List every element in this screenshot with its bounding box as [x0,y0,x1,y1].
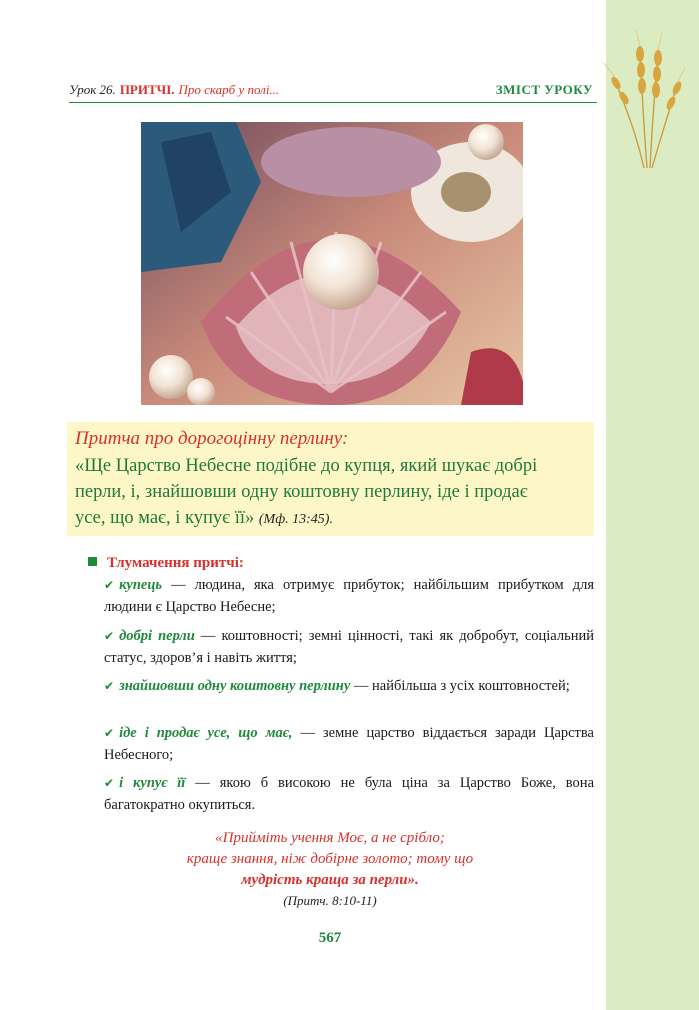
parable-line-3 [75,508,333,529]
explanation-text: — земне царство віддається заради Царства Небесного; [104,725,594,763]
pearl-shell-photo [141,122,523,405]
parable-quote-box [67,422,594,536]
explanation-heading [88,555,244,572]
epigraph-line-3: мудрість краща за перли». [241,872,419,888]
parable-line-1: «Ще Царство Небесне подібне до купця, який шукає добрі [75,456,538,476]
explanation-text: — найбільша з усіх коштовностей; [350,678,570,694]
epigraph-line-1: «Прийміть учення Моє, а не срібло; [215,830,445,846]
explanation-item [104,675,594,697]
parable-title: Притча про дорогоцінну перлину: [75,428,349,449]
epigraph-reference: (Притч. 8:10-11) [283,893,377,908]
lesson-number: Урок 26. [69,82,116,97]
explanation-heading-text: Тлумачення притчі: [107,555,244,571]
explanation-text: — коштовності; земні цінності, такі як добробут, соціальний статус, здоров’я і навіть життя; [104,628,594,666]
explanation-term: і купує її [119,775,186,791]
check-icon: ✔ [104,726,115,740]
explanation-text: — людина, яка отримує прибуток; найбільшим прибутком для людини є Царство Небесне; [104,577,594,615]
lesson-content-label: ЗМІСТ УРОКУ [495,82,593,97]
check-icon: ✔ [104,776,115,790]
check-icon: ✔ [104,679,115,693]
square-bullet-icon [88,557,97,566]
explanation-term: добрі перли [119,628,195,644]
explanation-term: купець [119,577,163,593]
parable-line-3-text: усе, що має, і купує її» [75,508,255,528]
page-header [69,80,597,103]
explanation-term: знайшовши одну коштовну перлину [119,678,351,694]
wheat-icon [592,28,687,168]
explanation-term: іде і продає усе, що має, [119,725,293,741]
parable-line-2: перли, і, знайшовши одну коштовну перлину, іде і продає [75,482,528,502]
explanation-text: — якою б високою не була ціна за Царство Боже, вона багатократно окупиться. [104,775,595,813]
explanation-item [104,625,594,669]
parable-reference: (Мф. 13:45). [258,512,333,527]
epigraph-line-2: краще знання, ніж добірне золото; тому що [186,851,474,867]
section-title: ПРИТЧІ. [119,82,175,97]
explanation-item [104,574,594,618]
section-subtitle: Про скарб у полі... [178,82,280,97]
check-icon: ✔ [104,629,115,643]
page-number: 567 [318,930,342,946]
explanation-item [104,772,594,816]
check-icon: ✔ [104,578,115,592]
explanation-item [104,722,594,766]
